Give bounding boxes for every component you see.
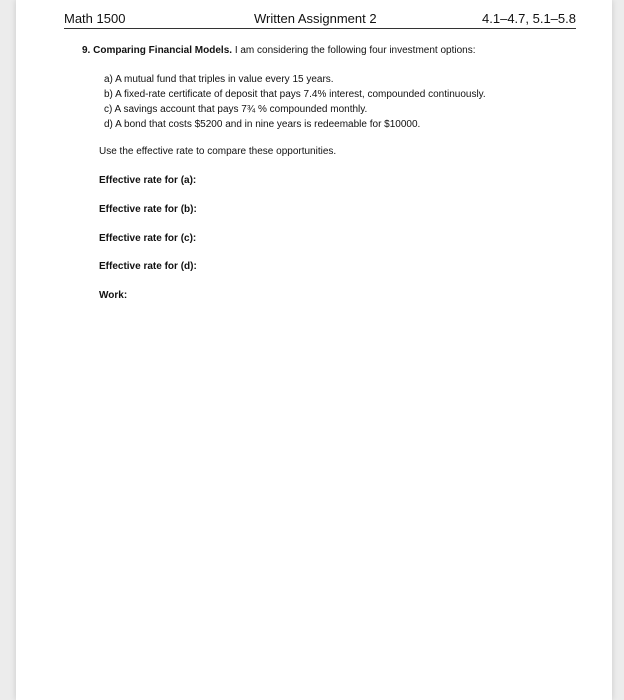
course-name: Math 1500 bbox=[64, 11, 126, 26]
assignment-title: Written Assignment 2 bbox=[254, 11, 377, 26]
effective-rate-a-label: Effective rate for (a): bbox=[99, 175, 197, 186]
option-b: b) A fixed-rate certificate of deposit that pays 7.4% interest, compounded continuously. bbox=[104, 89, 486, 100]
option-d: d) A bond that costs $5200 and in nine years is redeemable for $10000. bbox=[104, 119, 421, 130]
effective-rate-d-label: Effective rate for (d): bbox=[99, 261, 197, 272]
effective-rate-b-label: Effective rate for (b): bbox=[99, 204, 197, 215]
section-range: 4.1–4.7, 5.1–5.8 bbox=[482, 11, 576, 26]
problem-intro: I am considering the following four investment options: bbox=[234, 45, 476, 56]
effective-rate-c-label: Effective rate for (c): bbox=[99, 233, 197, 244]
problem-title: Comparing Financial Models. bbox=[93, 45, 233, 56]
option-c: c) A savings account that pays 7¾ % compounded monthly. bbox=[104, 104, 368, 115]
document-page bbox=[16, 0, 612, 700]
instruction-text: Use the effective rate to compare these opportunities. bbox=[99, 146, 337, 157]
work-label: Work: bbox=[99, 290, 128, 301]
investment-options bbox=[104, 72, 486, 132]
problem-statement bbox=[82, 44, 476, 58]
option-a: a) A mutual fund that triples in value every 15 years. bbox=[104, 74, 334, 85]
problem-number: 9. bbox=[82, 45, 91, 56]
page-header bbox=[64, 8, 576, 29]
